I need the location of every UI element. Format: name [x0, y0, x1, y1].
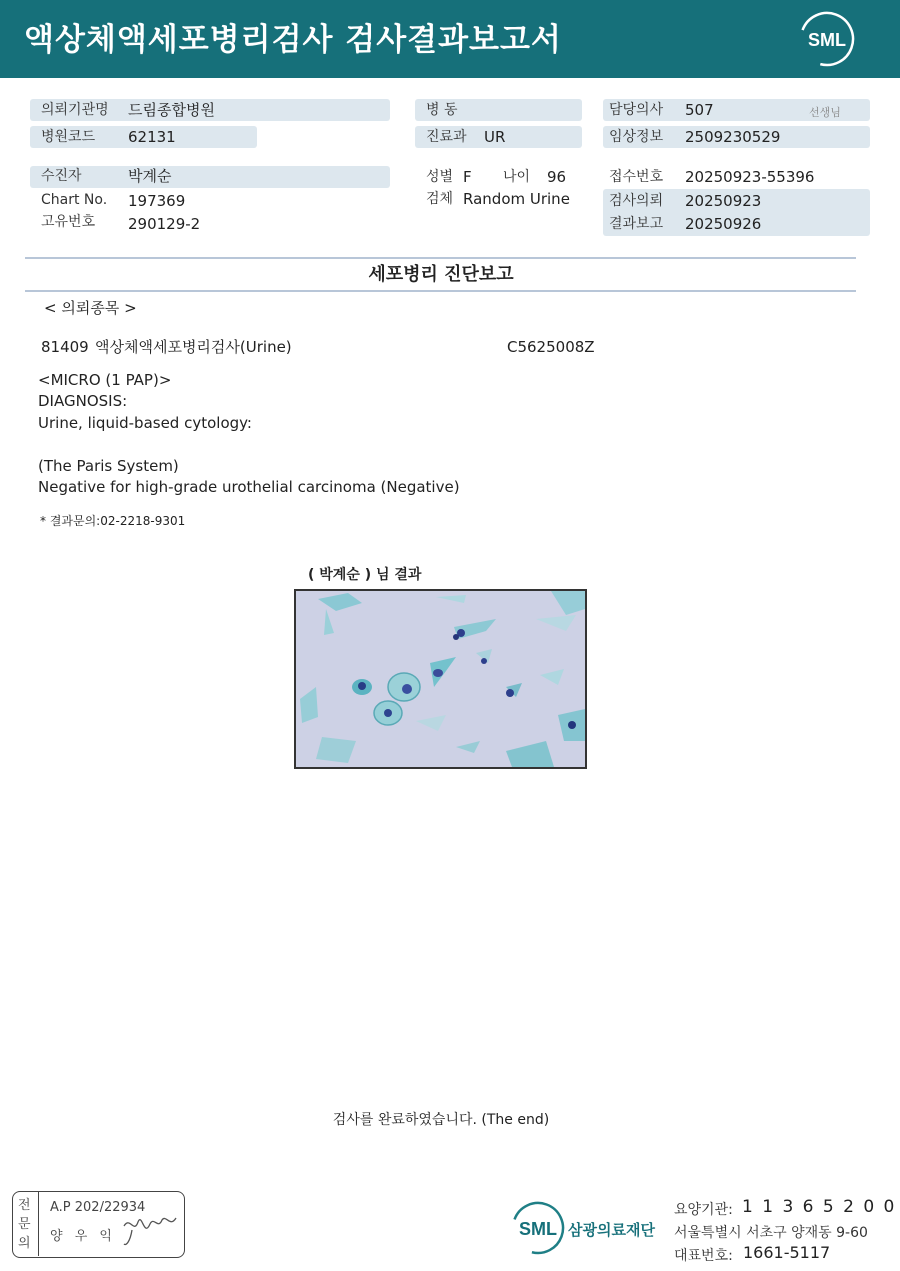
code-label: 병원코드 — [41, 129, 96, 145]
doctor-suffix: 선생님 — [809, 106, 841, 119]
report-line: Urine, liquid-based cytology: — [38, 414, 252, 432]
micrograph-illustration — [296, 591, 585, 767]
age-label: 나이 — [503, 169, 531, 185]
report-line: Negative for high-grade urothelial carcinoma (Negative) — [38, 478, 460, 496]
receipt-value: 20250923-55396 — [685, 168, 815, 186]
specimen-value: Random Urine — [463, 190, 570, 208]
inst-value: 1 1 3 6 5 2 0 0 — [742, 1197, 897, 1217]
patient-row — [30, 166, 390, 188]
sex-value: F — [463, 168, 472, 186]
test-code: 81409 — [41, 338, 89, 356]
request-label: 검사의뢰 — [609, 193, 664, 209]
dept-label: 진료과 — [426, 129, 467, 145]
stamp-id: A.P 202/22934 — [50, 1200, 146, 1215]
report-line: DIAGNOSIS: — [38, 392, 128, 410]
request-value: 20250923 — [685, 192, 762, 210]
phone-value: 1661-5117 — [743, 1243, 831, 1262]
stamp-name: 양 우 익 — [50, 1229, 116, 1244]
test-name: 액상체액세포병리검사(Urine) — [95, 338, 292, 356]
org-value: 드림종합병원 — [128, 101, 215, 119]
signature-icon — [120, 1208, 182, 1248]
address: 서울특별시 서초구 양재동 9-60 — [674, 1225, 868, 1241]
chart-label: Chart No. — [41, 192, 108, 208]
report-line: (The Paris System) — [38, 457, 179, 475]
order-heading: < 의뢰종목 > — [44, 299, 137, 317]
image-caption: ( 박계순 ) 님 결과 — [308, 567, 422, 583]
ward-label: 병 동 — [426, 102, 458, 118]
sml-logo-icon — [798, 10, 856, 68]
patient-label: 수진자 — [41, 168, 82, 184]
report-line: <MICRO (1 PAP)> — [38, 371, 172, 389]
report-date-value: 20250926 — [685, 215, 762, 233]
receipt-label: 접수번호 — [609, 169, 664, 185]
report-title: 액상체액세포병리검사 검사결과보고서 — [24, 22, 562, 58]
svg-text:SML: SML — [519, 1219, 557, 1239]
bottom-divider — [25, 290, 856, 292]
sml-footer-logo-icon — [510, 1200, 566, 1256]
age-value: 96 — [547, 168, 567, 186]
uid-label: 고유번호 — [41, 214, 96, 230]
sex-label: 성별 — [426, 169, 454, 185]
doctor-value: 507 — [685, 101, 714, 119]
svg-text:SML: SML — [808, 30, 846, 50]
test-id: C5625008Z — [507, 338, 595, 356]
phone-label: 대표번호: — [674, 1248, 733, 1264]
cytology-image — [294, 589, 587, 769]
end-text: 검사를 완료하였습니다. (The end) — [332, 1112, 550, 1128]
chart-value: 197369 — [128, 192, 186, 210]
inst-label: 요양기관: — [674, 1202, 733, 1218]
code-value: 62131 — [128, 128, 176, 146]
stamp-divider — [38, 1192, 39, 1256]
section-title: 세포병리 진단보고 — [368, 264, 514, 285]
org-label: 의뢰기관명 — [41, 102, 109, 118]
org-name: 삼광의료재단 — [568, 1221, 655, 1239]
inquiry-text: * 결과문의:02-2218-9301 — [40, 514, 186, 528]
clinical-value: 2509230529 — [685, 128, 781, 146]
doctor-label: 담당의사 — [609, 102, 664, 118]
dept-value: UR — [484, 128, 506, 146]
top-divider — [25, 257, 856, 259]
patient-value: 박계순 — [128, 167, 172, 185]
uid-value: 290129-2 — [128, 215, 201, 233]
report-date-label: 결과보고 — [609, 216, 664, 232]
specimen-label: 검체 — [426, 191, 454, 207]
clinical-label: 임상정보 — [609, 129, 664, 145]
stamp-side-label: 전 문 의 — [18, 1198, 31, 1251]
